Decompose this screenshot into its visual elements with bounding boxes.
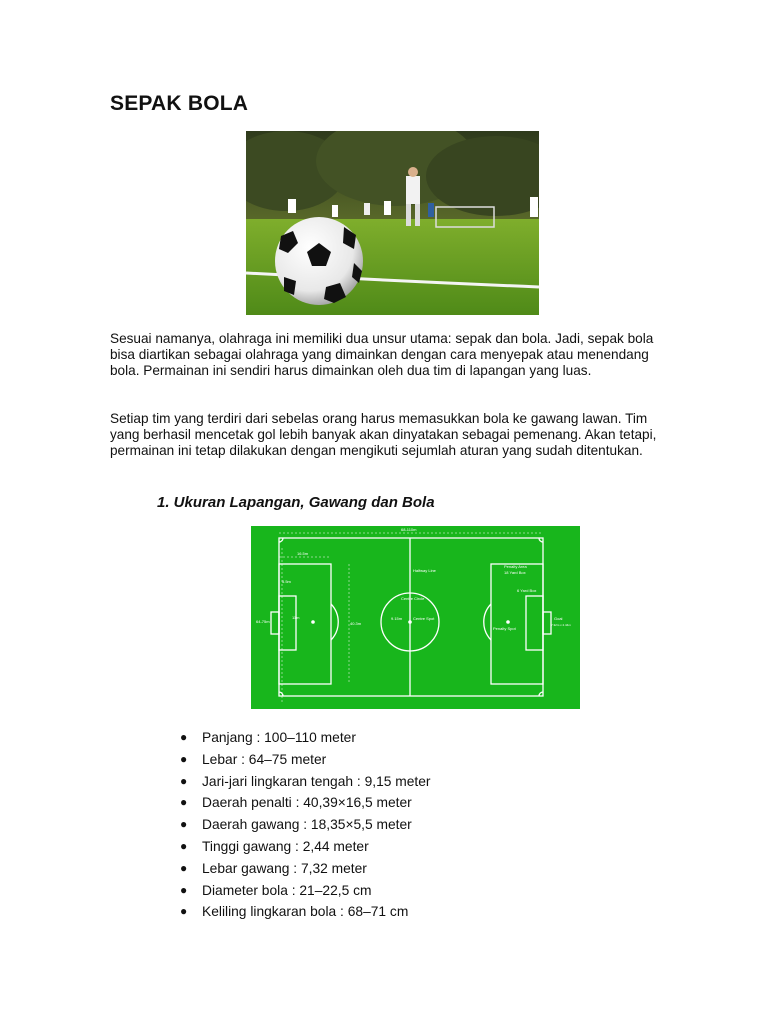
label-penalty-mark: 11m (292, 615, 300, 620)
label-six-yard-box: 6 Yard Box (517, 588, 537, 593)
list-item: ● Tinggi gawang : 2,44 meter (180, 838, 369, 854)
right-penalty-spot (506, 620, 510, 624)
label-left-side: 64-75m (256, 619, 270, 624)
bullet-icon: ● (180, 860, 188, 875)
soccer-ball-photo (246, 131, 539, 315)
bullet-icon: ● (180, 795, 188, 810)
label-penalty-area: Penalty Area (504, 564, 527, 569)
bullet-icon: ● (180, 838, 188, 853)
list-item: ● Daerah gawang : 18,35×5,5 meter (180, 817, 412, 833)
left-penalty-spot (311, 620, 315, 624)
label-goal-size: 7.32m x 2.44m (551, 623, 571, 627)
bullet-icon: ● (180, 882, 188, 897)
page-title: SEPAK BOLA (110, 92, 249, 115)
list-item: ● Diameter bola : 21–22,5 cm (180, 882, 372, 898)
label-box-width: 16.5m (297, 551, 309, 556)
field-dimensions-diagram (251, 526, 580, 709)
centre-spot (408, 620, 412, 624)
intro-paragraph: Sesuai namanya, olahraga ini memiliki dua unsur utama: sepak dan bola. Jadi, sepak bola bisa diartikan sebagai olahraga yang dimainkan dengan cara menyepak atau menendang bola. Permainan ini sendiri harus dimainkan oleh dua tim di lapangan yang luas. (110, 331, 654, 378)
label-top-width: 68-110m (401, 527, 417, 532)
list-item: ● Keliling lingkaran bola : 68–71 cm (180, 904, 409, 920)
list-item: ● Lebar gawang : 7,32 meter (180, 860, 367, 876)
field-specs-list (180, 729, 431, 925)
label-penalty-area-sub: 18 Yard Box (504, 570, 526, 575)
section-heading: 1. Ukuran Lapangan, Gawang dan Bola (157, 494, 435, 511)
list-item: ● Jari-jari lingkaran tengah : 9,15 meter (180, 773, 431, 789)
label-centre-circle: Centre Circle (401, 596, 425, 601)
bullet-icon: ● (180, 751, 188, 766)
list-item: ● Daerah penalti : 40,39×16,5 meter (180, 795, 412, 811)
label-circle-radius: 9.15m (391, 616, 403, 621)
label-goal-area: 5.5m (282, 579, 291, 584)
label-halfway-line: Halfway Line (413, 568, 436, 573)
label-penalty-spot: Penalty Spot (493, 626, 516, 631)
label-box-depth: 40.3m (350, 621, 362, 626)
bullet-icon: ● (180, 730, 188, 744)
list-item: ● Panjang : 100–110 meter (180, 730, 356, 745)
rules-paragraph: Setiap tim yang terdiri dari sebelas orang harus memasukkan bola ke gawang lawan. Tim yang berhasil mencetak gol lebih banyak akan dinyatakan sebagai pemenang. Akan tetapi, permainan ini tetap dilakukan dengan mengikuti sejumlah aturan yang sudah ditentukan. (110, 411, 657, 458)
bullet-icon: ● (180, 904, 188, 919)
label-centre-spot: Centre Spot (413, 616, 435, 621)
bullet-icon: ● (180, 773, 188, 788)
bullet-icon: ● (180, 817, 188, 832)
label-goal: Goal (554, 616, 563, 621)
list-item: ● Lebar : 64–75 meter (180, 751, 327, 767)
